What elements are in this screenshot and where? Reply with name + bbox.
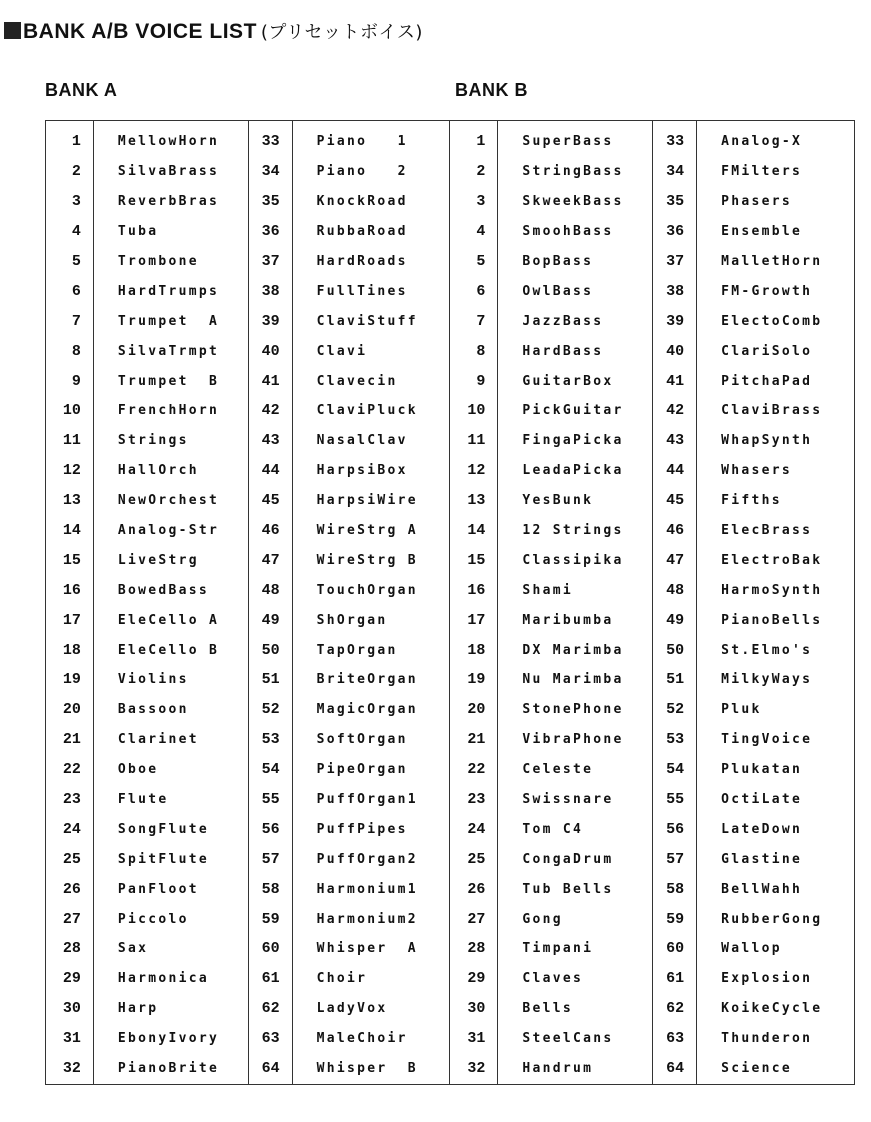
voice-name: Tuba <box>117 224 159 240</box>
table-row <box>46 755 855 785</box>
voice-number: 30 <box>46 994 94 1024</box>
voice-name: Celeste <box>522 762 594 778</box>
voice-name: OwlBass <box>522 283 594 299</box>
voice-number: 26 <box>46 874 94 904</box>
voice-name: ReverbBras <box>117 194 220 210</box>
voice-name: Gong <box>522 911 563 927</box>
voice-name: Tom C4 <box>522 821 584 837</box>
voice-number: 13 <box>450 486 498 516</box>
voice-name: BopBass <box>522 254 594 269</box>
table-row <box>46 276 855 306</box>
voice-number: 36 <box>653 217 697 247</box>
voice-number: 45 <box>653 486 697 516</box>
voice-name: PianoBells <box>721 612 823 628</box>
table-row <box>46 785 855 815</box>
voice-name: Harmonium1 <box>316 881 418 897</box>
voice-name: SilvaBrass <box>117 164 220 180</box>
voice-name: ElecBrass <box>721 523 813 539</box>
voice-name: Sax <box>117 941 149 957</box>
table-row <box>46 1024 855 1054</box>
voice-name: Timpani <box>522 941 594 957</box>
voice-name: EleCello B <box>117 642 220 658</box>
square-bullet-icon <box>4 22 21 39</box>
voice-name: Whisper A <box>316 941 418 957</box>
voice-number: 29 <box>46 964 94 994</box>
voice-name: Classipika <box>522 552 624 568</box>
voice-number: 38 <box>653 276 697 306</box>
voice-name: SongFlute <box>117 821 210 837</box>
voice-number: 10 <box>46 396 94 426</box>
voice-number: 34 <box>653 157 697 187</box>
voice-number: 55 <box>653 785 697 815</box>
voice-name: Bells <box>522 1001 573 1017</box>
voice-number: 15 <box>450 545 498 575</box>
voice-name: MellowHorn <box>117 134 220 150</box>
voice-number: 23 <box>450 785 498 815</box>
voice-number: 6 <box>450 276 498 306</box>
voice-number: 57 <box>248 844 292 874</box>
voice-number: 1 <box>450 121 498 157</box>
table-row <box>46 306 855 336</box>
voice-name: Ensemble <box>721 224 803 240</box>
table-row <box>46 964 855 994</box>
voice-name: WireStrg B <box>316 552 418 568</box>
voice-name: SkweekBass <box>522 194 624 210</box>
voice-name: Harp <box>117 1001 159 1017</box>
voice-name: PuffPipes <box>316 821 408 837</box>
voice-number: 25 <box>450 844 498 874</box>
table-row <box>46 725 855 755</box>
voice-name: BriteOrgan <box>316 672 418 688</box>
voice-number: 36 <box>248 217 292 247</box>
voice-number: 40 <box>653 336 697 366</box>
voice-number: 19 <box>450 665 498 695</box>
voice-name: Wallop <box>721 941 782 957</box>
voice-number: 20 <box>46 695 94 725</box>
voice-name: FingaPicka <box>522 433 624 449</box>
table-row <box>46 904 855 934</box>
voice-number: 21 <box>450 725 498 755</box>
table-row <box>46 336 855 366</box>
voice-name: Bassoon <box>117 702 189 718</box>
voice-name: JazzBass <box>522 313 604 329</box>
voice-number: 32 <box>450 1054 498 1084</box>
voice-name: CongaDrum <box>522 851 614 867</box>
voice-number: 10 <box>450 396 498 426</box>
voice-name: Analog-Str <box>117 523 220 539</box>
voice-number: 51 <box>248 665 292 695</box>
voice-number: 28 <box>450 934 498 964</box>
table-row <box>46 426 855 456</box>
voice-number: 58 <box>248 874 292 904</box>
table-row <box>46 366 855 396</box>
voice-number: 57 <box>653 844 697 874</box>
voice-name: HarpsiBox <box>316 463 408 479</box>
voice-number: 43 <box>653 426 697 456</box>
voice-number: 6 <box>46 276 94 306</box>
voice-name: NasalClav <box>316 433 408 449</box>
voice-name: HallOrch <box>117 463 199 479</box>
voice-name: Explosion <box>721 971 813 987</box>
voice-number: 44 <box>248 456 292 486</box>
voice-name: Tub Bells <box>522 881 614 897</box>
voice-number: 38 <box>248 276 292 306</box>
voice-name: Thunderon <box>721 1031 813 1047</box>
voice-name: TingVoice <box>721 732 813 748</box>
voice-number: 3 <box>450 187 498 217</box>
voice-number: 1 <box>46 121 94 157</box>
voice-name: PipeOrgan <box>316 762 408 778</box>
voice-name: MaleChoir <box>316 1031 408 1047</box>
voice-number: 17 <box>46 605 94 635</box>
voice-name: Clavecin <box>316 373 398 389</box>
voice-name: PickGuitar <box>522 403 624 419</box>
table-row <box>46 665 855 695</box>
bank-a-heading: BANK A <box>45 80 118 100</box>
voice-number: 56 <box>653 814 697 844</box>
voice-name: EleCello A <box>117 612 220 628</box>
voice-number: 52 <box>248 695 292 725</box>
voice-name: GuitarBox <box>522 373 614 389</box>
voice-name: Whisper B <box>316 1061 418 1077</box>
voice-number: 35 <box>248 187 292 217</box>
table-row <box>46 934 855 964</box>
voice-number: 53 <box>248 725 292 755</box>
voice-number: 28 <box>46 934 94 964</box>
table-row <box>46 874 855 904</box>
table-row <box>46 545 855 575</box>
voice-name: Handrum <box>522 1061 594 1077</box>
voice-name: LadyVox <box>316 1001 388 1017</box>
voice-number: 61 <box>248 964 292 994</box>
voice-number: 44 <box>653 456 697 486</box>
voice-name: Violins <box>117 672 189 688</box>
voice-name: ClaviPluck <box>316 403 418 419</box>
voice-name: Pluk <box>721 702 762 718</box>
voice-number: 46 <box>248 516 292 546</box>
voice-number: 45 <box>248 486 292 516</box>
voice-name: Analog-X <box>721 134 803 150</box>
voice-name: Claves <box>522 971 584 987</box>
voice-number: 19 <box>46 665 94 695</box>
voice-number: 41 <box>653 366 697 396</box>
voice-name: SpitFlute <box>117 851 210 867</box>
voice-number: 22 <box>46 755 94 785</box>
voice-name: Piccolo <box>117 911 189 927</box>
table-row <box>46 396 855 426</box>
voice-number: 7 <box>450 306 498 336</box>
voice-name: EbonyIvory <box>117 1031 220 1047</box>
voice-name: Flute <box>117 792 169 808</box>
voice-number: 60 <box>653 934 697 964</box>
voice-name: SoftOrgan <box>316 732 408 748</box>
voice-number: 32 <box>46 1054 94 1084</box>
voice-number: 26 <box>450 874 498 904</box>
table-row <box>46 217 855 247</box>
voice-number: 47 <box>248 545 292 575</box>
voice-number: 18 <box>450 635 498 665</box>
table-row <box>46 157 855 187</box>
voice-number: 56 <box>248 814 292 844</box>
voice-name: NewOrchest <box>117 493 220 509</box>
voice-name: HardRoads <box>316 254 408 269</box>
table-row <box>46 695 855 725</box>
voice-number: 63 <box>653 1024 697 1054</box>
voice-number: 21 <box>46 725 94 755</box>
voice-number: 27 <box>46 904 94 934</box>
voice-number: 2 <box>450 157 498 187</box>
voice-number: 49 <box>653 605 697 635</box>
voice-number: 5 <box>46 247 94 277</box>
voice-name: Trombone <box>117 254 199 269</box>
voice-number: 5 <box>450 247 498 277</box>
table-row <box>46 516 855 546</box>
voice-number: 22 <box>450 755 498 785</box>
voice-number: 3 <box>46 187 94 217</box>
voice-number: 54 <box>248 755 292 785</box>
table-row <box>46 187 855 217</box>
voice-name: Oboe <box>117 762 159 778</box>
voice-name: RubberGong <box>721 911 823 927</box>
voice-name: Whasers <box>721 463 792 479</box>
voice-name: FrenchHorn <box>117 403 220 419</box>
voice-name: WireStrg A <box>316 523 418 539</box>
voice-number: 50 <box>248 635 292 665</box>
voice-name: YesBunk <box>522 493 594 509</box>
voice-number: 8 <box>450 336 498 366</box>
voice-number: 49 <box>248 605 292 635</box>
voice-number: 37 <box>653 247 697 277</box>
bank-b-heading: BANK B <box>455 80 528 100</box>
voice-name: Science <box>721 1061 792 1077</box>
voice-name: MilkyWays <box>721 672 813 688</box>
voice-number: 16 <box>450 575 498 605</box>
voice-number: 43 <box>248 426 292 456</box>
voice-number: 12 <box>450 456 498 486</box>
voice-list-table <box>45 120 855 1085</box>
voice-number: 33 <box>248 121 292 157</box>
voice-name: Trumpet A <box>117 313 220 329</box>
voice-name: LiveStrg <box>117 552 199 568</box>
table-row <box>46 605 855 635</box>
voice-number: 53 <box>653 725 697 755</box>
voice-number: 59 <box>653 904 697 934</box>
voice-name: HardBass <box>522 343 604 359</box>
voice-number: 42 <box>653 396 697 426</box>
voice-number: 2 <box>46 157 94 187</box>
voice-number: 48 <box>653 575 697 605</box>
voice-number: 4 <box>450 217 498 247</box>
voice-number: 29 <box>450 964 498 994</box>
voice-name: HardTrumps <box>117 283 220 299</box>
voice-number: 54 <box>653 755 697 785</box>
voice-number: 7 <box>46 306 94 336</box>
voice-name: VibraPhone <box>522 732 624 748</box>
voice-number: 9 <box>46 366 94 396</box>
voice-number: 34 <box>248 157 292 187</box>
voice-name: SilvaTrmpt <box>117 343 220 359</box>
voice-name: FM-Growth <box>721 283 813 299</box>
voice-number: 47 <box>653 545 697 575</box>
voice-number: 55 <box>248 785 292 815</box>
voice-name: KoikeCycle <box>721 1001 823 1017</box>
voice-name: ElectroBak <box>721 552 823 568</box>
voice-name: PanFloot <box>117 881 199 897</box>
table-row <box>46 486 855 516</box>
voice-name: SmoohBass <box>522 224 614 240</box>
voice-number: 24 <box>46 814 94 844</box>
voice-number: 64 <box>653 1054 697 1084</box>
voice-name: FullTines <box>316 283 408 299</box>
voice-name: Trumpet B <box>117 373 220 389</box>
voice-name: Glastine <box>721 851 803 867</box>
voice-name: ClaviBrass <box>721 403 823 419</box>
table-row <box>46 994 855 1024</box>
voice-name: DX Marimba <box>522 642 624 658</box>
table-row <box>46 844 855 874</box>
voice-name: St.Elmo's <box>721 642 813 658</box>
voice-number: 39 <box>248 306 292 336</box>
voice-name: KnockRoad <box>316 194 408 210</box>
voice-name: TouchOrgan <box>316 582 418 598</box>
voice-number: 51 <box>653 665 697 695</box>
voice-number: 4 <box>46 217 94 247</box>
voice-number: 16 <box>46 575 94 605</box>
table-row <box>46 814 855 844</box>
voice-number: 24 <box>450 814 498 844</box>
voice-number: 30 <box>450 994 498 1024</box>
voice-name: LateDown <box>721 821 803 837</box>
voice-number: 9 <box>450 366 498 396</box>
table-row <box>46 575 855 605</box>
voice-name: Clarinet <box>117 732 199 748</box>
voice-number: 61 <box>653 964 697 994</box>
voice-name: TapOrgan <box>316 642 398 658</box>
voice-number: 11 <box>46 426 94 456</box>
voice-number: 35 <box>653 187 697 217</box>
voice-name: Harmonica <box>117 971 210 987</box>
voice-number: 14 <box>450 516 498 546</box>
voice-name: WhapSynth <box>721 433 813 449</box>
voice-name: Clavi <box>316 343 368 359</box>
voice-number: 62 <box>653 994 697 1024</box>
voice-name: Piano 2 <box>316 164 408 180</box>
voice-number: 17 <box>450 605 498 635</box>
voice-number: 41 <box>248 366 292 396</box>
voice-number: 14 <box>46 516 94 546</box>
voice-name: MagicOrgan <box>316 702 418 718</box>
voice-number: 62 <box>248 994 292 1024</box>
voice-number: 59 <box>248 904 292 934</box>
voice-number: 8 <box>46 336 94 366</box>
voice-number: 27 <box>450 904 498 934</box>
voice-number: 31 <box>46 1024 94 1054</box>
voice-name: PianoBrite <box>117 1061 220 1077</box>
voice-name: SteelCans <box>522 1031 614 1047</box>
voice-name: Choir <box>316 971 368 987</box>
voice-name: BellWahh <box>721 881 803 897</box>
voice-number: 12 <box>46 456 94 486</box>
voice-name: Nu Marimba <box>522 672 624 688</box>
voice-name: ClaviStuff <box>316 313 418 329</box>
voice-name: Harmonium2 <box>316 911 418 927</box>
voice-number: 18 <box>46 635 94 665</box>
voice-name: Phasers <box>721 194 792 210</box>
voice-number: 13 <box>46 486 94 516</box>
voice-number: 46 <box>653 516 697 546</box>
voice-number: 48 <box>248 575 292 605</box>
voice-number: 37 <box>248 247 292 277</box>
voice-name: FMilters <box>721 164 803 180</box>
voice-name: Plukatan <box>721 762 803 778</box>
table-row <box>46 456 855 486</box>
voice-name: StringBass <box>522 164 624 180</box>
voice-name: OctiLate <box>721 792 803 808</box>
voice-name: StonePhone <box>522 702 624 718</box>
voice-name: BowedBass <box>117 582 210 598</box>
voice-number: 11 <box>450 426 498 456</box>
voice-number: 64 <box>248 1054 292 1084</box>
voice-number: 60 <box>248 934 292 964</box>
voice-name: PitchaPad <box>721 373 813 389</box>
voice-number: 33 <box>653 121 697 157</box>
voice-name: Strings <box>117 433 189 449</box>
voice-number: 50 <box>653 635 697 665</box>
voice-name: Shami <box>522 582 573 598</box>
voice-number: 58 <box>653 874 697 904</box>
voice-name: HarmoSynth <box>721 582 823 598</box>
voice-number: 63 <box>248 1024 292 1054</box>
page-title <box>4 18 423 44</box>
voice-number: 42 <box>248 396 292 426</box>
title-japanese: (プリセットボイス) <box>260 22 423 43</box>
table-row <box>46 1054 855 1084</box>
voice-name: ElectoComb <box>721 313 823 329</box>
voice-name: 12 Strings <box>522 523 624 539</box>
title-text: BANK A/B VOICE LIST <box>23 20 257 43</box>
voice-name: HarpsiWire <box>316 493 418 509</box>
voice-number: 40 <box>248 336 292 366</box>
voice-name: Piano 1 <box>316 134 408 150</box>
voice-number: 15 <box>46 545 94 575</box>
table-row <box>46 121 855 157</box>
table-row <box>46 635 855 665</box>
voice-name: Swissnare <box>522 792 614 808</box>
voice-name: LeadaPicka <box>522 463 624 479</box>
voice-name: ShOrgan <box>316 612 388 628</box>
voice-name: Maribumba <box>522 612 614 628</box>
voice-name: MalletHorn <box>721 254 823 269</box>
table-row <box>46 247 855 277</box>
voice-number: 20 <box>450 695 498 725</box>
voice-number: 52 <box>653 695 697 725</box>
voice-name: RubbaRoad <box>316 224 408 240</box>
voice-number: 23 <box>46 785 94 815</box>
voice-name: ClariSolo <box>721 343 813 359</box>
voice-name: Fifths <box>721 493 782 509</box>
voice-number: 31 <box>450 1024 498 1054</box>
voice-number: 39 <box>653 306 697 336</box>
voice-number: 25 <box>46 844 94 874</box>
voice-name: PuffOrgan1 <box>316 792 418 808</box>
voice-name: PuffOrgan2 <box>316 851 418 867</box>
voice-name: SuperBass <box>522 134 614 150</box>
